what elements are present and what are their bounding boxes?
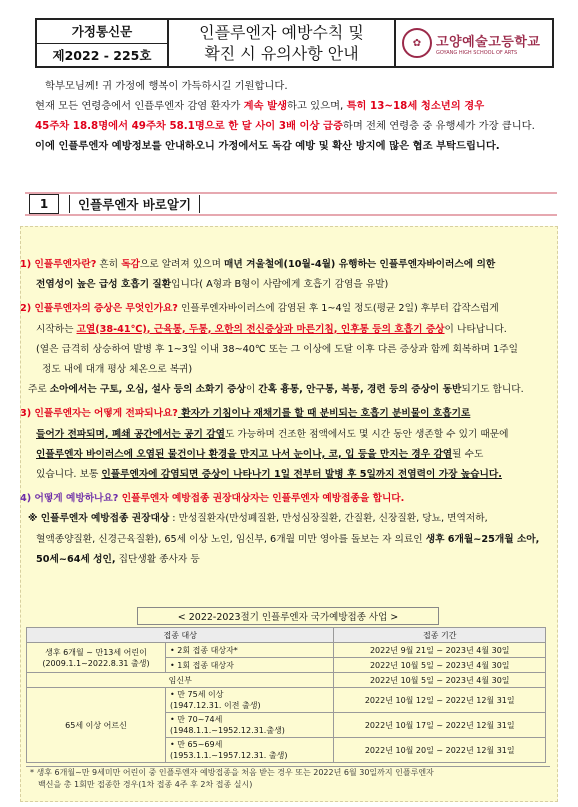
q3-line2: 들어가 전파되며, 폐쇄 공간에서는 공기 감염도 가능하며 건조한 점액에서도 몇 시간 동안 생존할 수 있기 때문에	[36, 428, 509, 440]
q4-line1: 4) 어떻게 예방하나요? 인플루엔자 예방접종 권장대상자는 인플루엔자 예방접종을 합니다.	[20, 493, 405, 505]
group-pregnant: 임신부	[27, 673, 334, 688]
group-children: 생후 6개월 ~ 만13세 어린이	[45, 647, 147, 657]
elderly-70: • 만 70~74세	[170, 715, 223, 724]
elderly-65-period: 2022년 10월 20일 ~ 2022년 12월 31일	[334, 738, 546, 763]
q3-line4: 있습니다. 보통 인플루엔자에 감염되면 증상이 나타나기 1일 전부터 발병 후 5일까지 전염력이 가장 높습니다.	[36, 469, 502, 481]
q1-line1: 1) 인플루엔자란? 흔히 독감으로 알려져 있으며 매년 겨울철에(10월-4월) 유행하는 인플루엔자바이러스에 의한	[20, 259, 496, 270]
q4-line2: ※ 인플루엔자 예방접종 권장대상 : 만성질환자(만성폐질환, 만성심장질환, 간질환, 신장질환, 당뇨, 면역저하,	[28, 513, 488, 525]
q4-line3: 혈액종양질환, 신경근육질환), 65세 이상 노인, 임신부, 6개월 미만 영아를 돌보는 자 의료인 생후 6개월~25개월 소아,	[36, 533, 540, 545]
pregnant-period: 2022년 10월 5일 ~ 2023년 4월 30일	[334, 673, 546, 688]
elderly-70-birth: (1948.1.1.~1952.12.31.출생)	[170, 726, 285, 735]
section-heading	[25, 192, 557, 216]
elderly-75: • 만 75세 이상	[170, 690, 224, 699]
school-name-en: GOYANG HIGH SCHOOL OF ARTS	[436, 49, 518, 56]
group-elderly: 65세 이상 어르신	[27, 688, 166, 763]
children-1dose-period: 2022년 10월 5일 ~ 2023년 4월 30일	[334, 658, 546, 673]
school-name: 고양예술고등학교	[436, 34, 541, 50]
q2-line2: 시작하는 고열(38-41℃), 근육통, 두통, 오한의 전신증상과 마른기침, 인후통 등의 호흡기 증상이 나타납니다.	[36, 323, 507, 335]
vaccination-table-wrap	[26, 607, 550, 791]
table-footnote	[26, 766, 550, 791]
table-row	[27, 643, 546, 658]
greeting: 학부모님께! 귀 가정에 행복이 가득하시길 기원합니다.	[45, 80, 288, 92]
section-number: 1	[29, 194, 59, 214]
q3-line3: 인플루엔자 바이러스에 오염된 물건이나 환경을 만지고 나서 눈이나, 코, 입 등을 만지는 경우 감염될 수도	[36, 448, 484, 460]
school-logo	[396, 20, 552, 66]
table-header-row	[27, 628, 546, 643]
school-seal-icon: ✿	[402, 28, 432, 58]
elderly-65-birth: (1953.1.1.~1957.12.31. 출생)	[170, 751, 288, 760]
group-children-birth: (2009.1.1~2022.8.31 출생)	[42, 658, 150, 668]
qa-content	[20, 255, 540, 570]
table-caption: < 2022-2023절기 인플루엔자 국가예방접종 사업 >	[137, 607, 439, 625]
intro-line3: 45주차 18.8명에서 49주차 58.1명으로 한 달 사이 3배 이상 급증하며 전체 연령층 중 유행세가 가장 큽니다.	[35, 120, 535, 132]
intro-line2: 현재 모든 연령층에서 인플루엔자 감염 환자가 계속 발생하고 있으며, 특히 13~18세 청소년의 경우	[35, 100, 485, 112]
table-row	[27, 688, 546, 713]
title-line1: 인플루엔자 예방수칙 및	[199, 23, 364, 42]
elderly-75-period: 2022년 10월 12일 ~ 2022년 12월 31일	[334, 688, 546, 713]
children-2dose: • 2회 접종 대상자*	[166, 643, 334, 658]
document-title	[169, 20, 396, 66]
q1-line2: 전염성이 높은 급성 호흡기 질환입니다( A형과 B형이 사람에게 호흡기 감염을 유발)	[36, 279, 389, 291]
intro-text	[35, 76, 555, 156]
children-2dose-period: 2022년 9월 21일 ~ 2023년 4월 30일	[334, 643, 546, 658]
newsletter-label: 가정통신문	[37, 20, 167, 44]
section-title: 인플루엔자 바로알기	[69, 195, 200, 213]
footnote-line2: 백신을 총 1회만 접종한 경우(1차 접종 4주 후 2차 접종 실시)	[38, 780, 253, 789]
title-line2: 확진 시 유의사항 안내	[204, 44, 359, 63]
q2-line1: 2) 인플루엔자의 증상은 무엇인가요? 인플루엔자바이러스에 감염된 후 1~4일 정도(평균 2일) 후부터 갑작스럽게	[20, 303, 499, 315]
elderly-70-period: 2022년 10월 17일 ~ 2022년 12월 31일	[334, 713, 546, 738]
table-row	[27, 673, 546, 688]
intro-line4: 이에 인플루엔자 예방정보를 안내하오니 가정에서도 독감 예방 및 확산 방지에 많은 협조 부탁드립니다.	[35, 140, 500, 152]
q2-line3: (열은 급격히 상승하여 발병 후 1~3일 이내 38~40℃ 또는 그 이상에 도달 이후 다른 증상과 함께 회복하며 1주일	[36, 343, 518, 355]
vaccination-table	[26, 627, 546, 763]
header-target: 접종 대상	[27, 628, 334, 643]
elderly-75-birth: (1947.12.31. 이전 출생)	[170, 701, 261, 710]
children-1dose: • 1회 접종 대상자	[166, 658, 334, 673]
newsletter-number: 제2022 - 225호	[52, 47, 152, 63]
q3-line1: 3) 인플루엔자는 어떻게 전파되나요? 환자가 기침이나 재채기를 할 때 분비되는 호흡기 분비물이 호흡기로	[20, 408, 471, 420]
footnote-line1: * 생후 6개월~만 9세미만 어린이 중 인플루엔자 예방접종을 처음 받는 경우 또는 2022년 6월 30일까지 인플루엔자	[30, 768, 434, 777]
header-meta	[37, 20, 169, 66]
q2-line4: 정도 내에 대개 평상 체온으로 복귀)	[42, 364, 193, 376]
elderly-65: • 만 65~69세	[170, 740, 223, 749]
q4-line4: 50세~64세 성인, 집단생활 종사자 등	[36, 553, 200, 565]
header-period: 접종 기간	[334, 628, 546, 643]
header-box	[35, 18, 554, 68]
q2-line5: 주로 소아에서는 구토, 오심, 설사 등의 소화기 증상이 간혹 흉통, 안구통, 복통, 경련 등의 증상이 동반되기도 합니다.	[28, 384, 524, 396]
